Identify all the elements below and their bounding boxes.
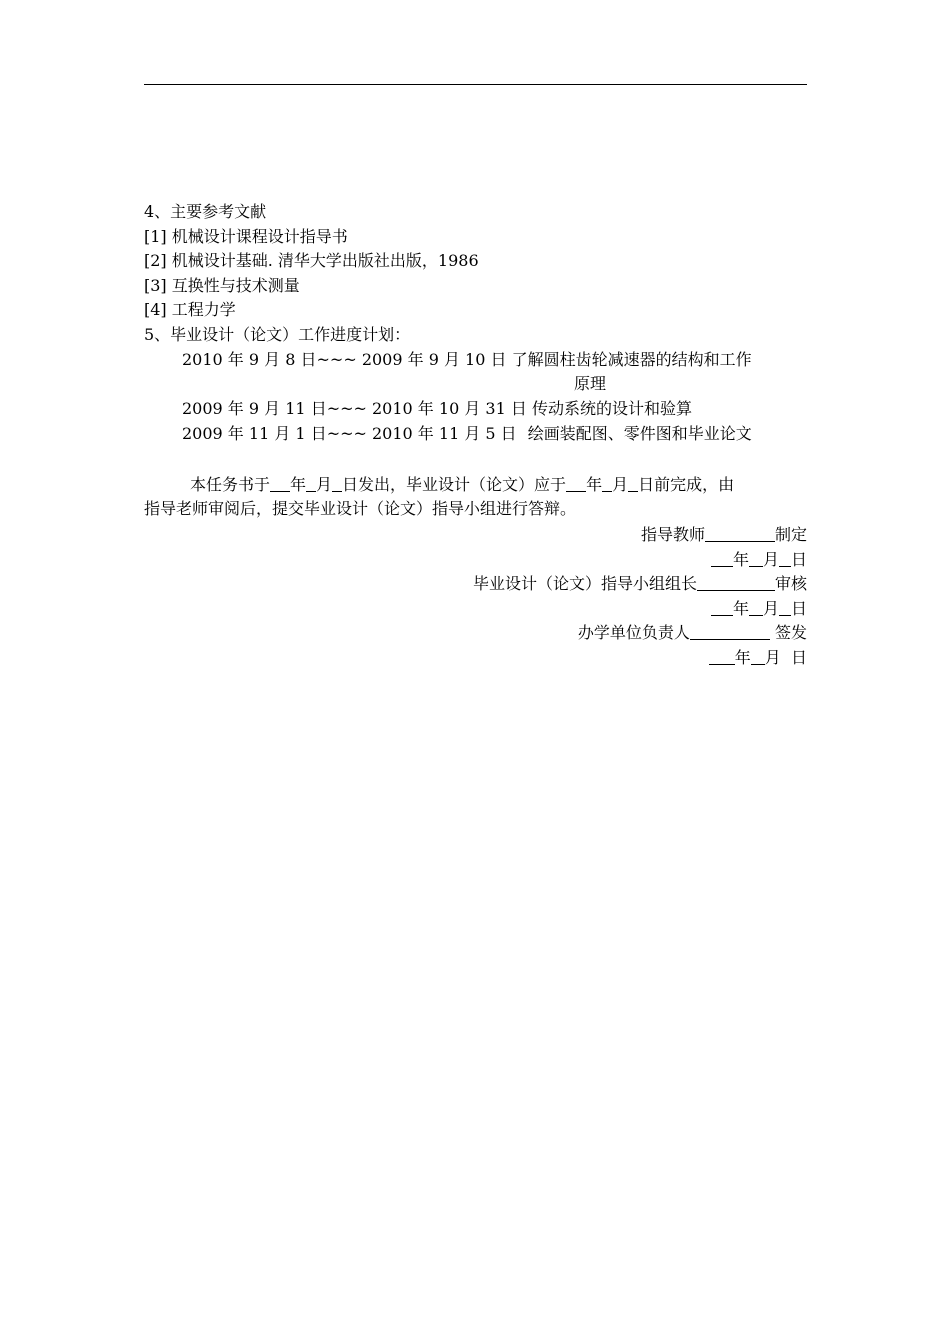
blank-field <box>306 475 316 492</box>
schedule-task-continuation: 原理 <box>574 374 607 393</box>
section5-title: 5、毕业设计（论文）工作进度计划： <box>144 325 411 344</box>
schedule-row <box>182 422 752 446</box>
reference-3: [3] 互换性与技术测量 <box>144 276 300 295</box>
schedule-row <box>182 348 752 372</box>
blank-field <box>332 475 342 492</box>
schedule-period: 2009 年 9 月 11 日~~~ 2010 年 10 月 31 日 <box>182 399 527 418</box>
signature-blank <box>690 623 770 640</box>
leader-signature: 毕业设计（论文）指导小组组长 审核 <box>472 574 807 593</box>
advisor-signature: 指导教师 制定 <box>640 525 807 544</box>
signature-blank <box>697 574 775 591</box>
advisor-date: 年 月 日 <box>711 548 807 572</box>
schedule-task: 绘画装配图、零件图和毕业论文 <box>527 424 752 443</box>
blank-field <box>628 475 638 492</box>
schedule-row <box>182 397 692 421</box>
signature-blank <box>705 525 775 542</box>
blank-field <box>602 475 612 492</box>
reference-4: [4] 工程力学 <box>144 300 236 319</box>
schedule-task: 了解圆柱齿轮减速器的结构和工作 <box>511 350 752 369</box>
reference-1: [1] 机械设计课程设计指导书 <box>144 227 348 246</box>
blank-field <box>566 475 586 492</box>
header-rule <box>144 84 807 85</box>
assignment-line-2: 指导老师审阅后，提交毕业设计（论文）指导小组进行答辩。 <box>144 499 577 518</box>
schedule-period: 2010 年 9 月 8 日~~~ 2009 年 9 月 10 日 <box>182 350 507 369</box>
leader-date: 年 月 日 <box>711 597 807 621</box>
section4-title: 4、主要参考文献 <box>144 202 267 221</box>
head-signature: 办学单位负责人 签发 <box>577 623 807 642</box>
schedule-task: 传动系统的设计和验算 <box>531 399 692 418</box>
blank-field <box>270 475 290 492</box>
schedule-period: 2009 年 11 月 1 日~~~ 2010 年 11 月 5 日 <box>182 424 517 443</box>
head-date: 年 月 日 <box>709 646 807 670</box>
reference-2: [2] 机械设计基础. 清华大学出版社出版，1986 <box>144 251 479 270</box>
assignment-line-1: 本任务书于 年 月 日发出，毕业设计（论文）应于 年 月 日前完成，由 <box>190 475 735 494</box>
